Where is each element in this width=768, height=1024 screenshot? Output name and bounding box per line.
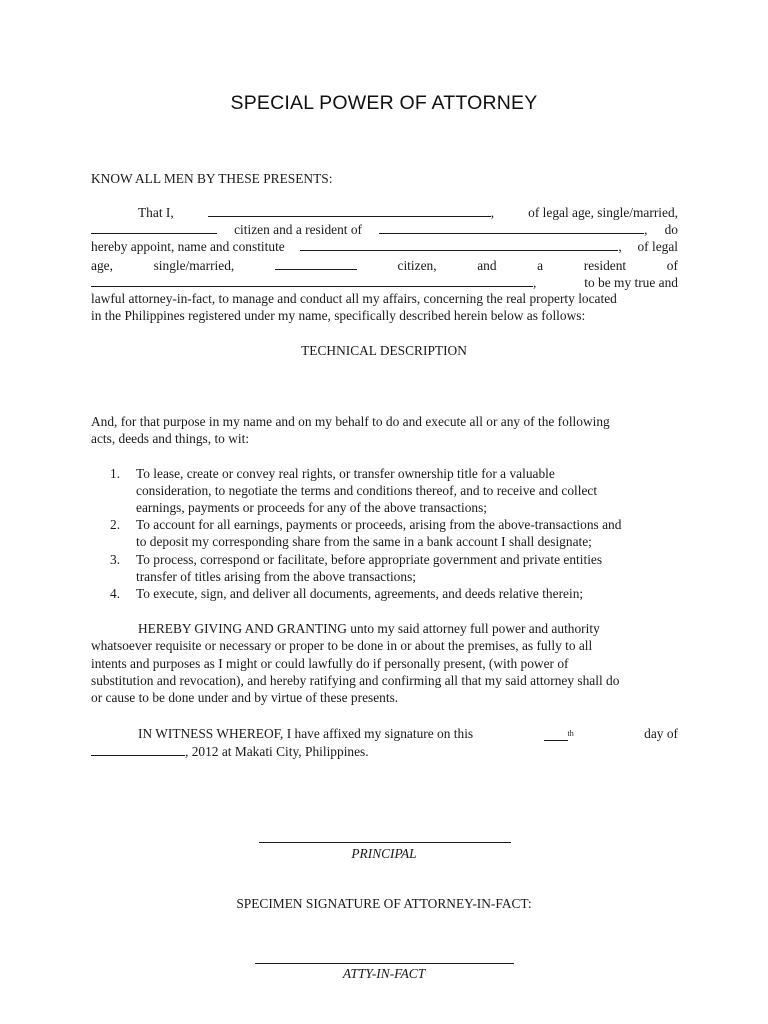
specimen-signature-heading: SPECIMEN SIGNATURE OF ATTORNEY-IN-FACT: xyxy=(236,896,532,911)
p1-do: do xyxy=(664,222,678,237)
p1-citizen-resident: citizen and a resident of xyxy=(234,222,363,237)
list-number-3: 3. xyxy=(110,552,121,567)
p1-of-legal: of legal xyxy=(637,239,678,254)
p4-date-place: , 2012 at Makati City, Philippines. xyxy=(185,744,369,759)
attorney-citizenship-blank xyxy=(275,257,357,270)
day-suffix: th xyxy=(567,729,574,738)
attorney-name-blank xyxy=(300,238,618,251)
list-item-3-line-1: To process, correspond or facilitate, before appropriate government and private entities xyxy=(136,552,603,567)
p1-appoint: hereby appoint, name and constitute xyxy=(91,239,285,254)
p1-line-1: That I, , of legal age, single/married, xyxy=(138,205,678,220)
p3-line-5: or cause to be done under and by virtue of these presents. xyxy=(91,690,399,705)
p2-line-2: acts, deeds and things, to wit: xyxy=(91,431,250,446)
list-item-2-line-2: to deposit my corresponding share from the same in a bank account I shall designate; xyxy=(136,534,592,549)
p3-line-2: whatsoever requisite or necessary or proper to be done in or about the premises, as fully to all xyxy=(91,638,593,653)
p1-line-7: in the Philippines registered under my name, specifically described herein below as follows: xyxy=(91,308,586,323)
list-item-3-line-2: transfer of titles arising from the above transactions; xyxy=(136,569,417,584)
principal-name-blank xyxy=(208,204,491,217)
salutation: KNOW ALL MEN BY THESE PRESENTS: xyxy=(91,171,333,186)
p4-witness: IN WITNESS WHEREOF, I have affixed my signature on this xyxy=(138,726,474,741)
p4-line-2 xyxy=(91,743,678,760)
list-item-1-line-1: To lease, create or convey real rights, or transfer ownership title for a valuable xyxy=(136,466,555,481)
p1-line-2: citizen and a resident of , do xyxy=(91,221,678,238)
p1-l4-single: single/married, xyxy=(153,258,235,273)
list-item-2-line-1: To account for all earnings, payments or proceeds, arising from the above-transactions and xyxy=(136,517,622,532)
p1-line-5: , to be my true and xyxy=(91,274,678,291)
p1-line-3: hereby appoint, name and constitute , of legal xyxy=(91,239,678,254)
list-number-2: 2. xyxy=(110,517,121,532)
day-blank xyxy=(544,728,568,741)
list-number-4: 4. xyxy=(110,586,121,601)
attorney-address-blank xyxy=(91,274,533,287)
p1-l4-age: age, xyxy=(91,258,113,273)
principal-label: PRINCIPAL xyxy=(351,846,417,861)
p1-l4-of: of xyxy=(666,258,678,273)
atty-in-fact-label: ATTY-IN-FACT xyxy=(342,966,426,981)
list-item-4-line-1: To execute, sign, and deliver all documents, agreements, and deeds relative therein; xyxy=(136,586,584,601)
p1-l4-and: and xyxy=(477,258,497,273)
p3-line-1: HEREBY GIVING AND GRANTING unto my said attorney full power and authority xyxy=(138,621,600,636)
document-title: SPECIAL POWER OF ATTORNEY xyxy=(230,92,538,114)
list-number-1: 1. xyxy=(110,466,121,481)
principal-address-blank xyxy=(379,221,644,234)
month-blank xyxy=(91,743,185,756)
list-item-1-line-2: consideration, to negotiate the terms and conditions thereof, and to receive and collect xyxy=(136,483,598,498)
attorney-signature-line xyxy=(255,963,514,964)
principal-signature-line xyxy=(259,842,511,843)
p1-l4-a: a xyxy=(537,258,544,273)
p2-line-1: And, for that purpose in my name and on my behalf to do and execute all or any of the following xyxy=(91,414,610,429)
p1-that: That I, xyxy=(138,205,174,220)
p1-line-6: lawful attorney-in-fact, to manage and conduct all my affairs, concerning the real property located xyxy=(91,291,617,306)
p4-day-of: day of xyxy=(644,726,678,741)
list-item-1-line-3: earnings, payments or proceeds for any of the above transactions; xyxy=(136,500,488,515)
p1-l4-citizen: citizen, xyxy=(397,258,437,273)
principal-citizenship-blank xyxy=(91,221,217,234)
p1-of-legal-age: of legal age, single/married, xyxy=(528,205,678,220)
p3-line-4: substitution and revocation), and hereby ratifying and confirming all that my said attorney shall do xyxy=(91,673,620,688)
p1-line-4 xyxy=(91,257,678,274)
technical-description-heading: TECHNICAL DESCRIPTION xyxy=(301,343,467,358)
p1-l4-resident: resident xyxy=(583,258,627,273)
p3-line-3: intents and purposes as I might or could lawfully do if personally present, (with power of xyxy=(91,656,569,671)
p1-true-and: to be my true and xyxy=(584,275,678,290)
